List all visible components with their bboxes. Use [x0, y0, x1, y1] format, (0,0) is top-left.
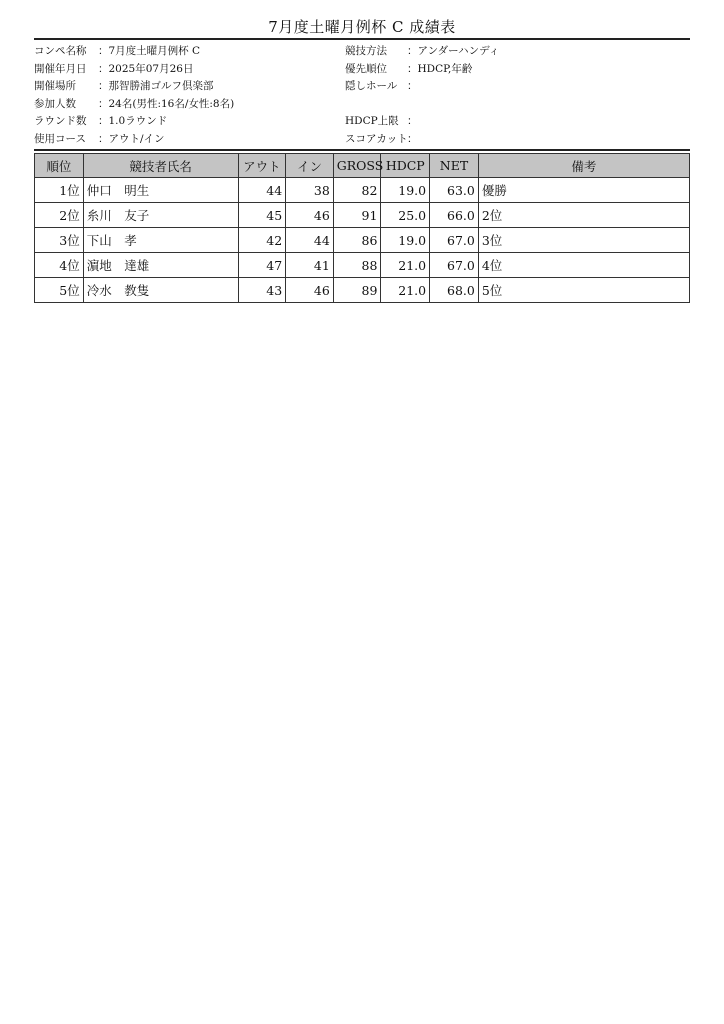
info-value: ：HDCP,年齢	[407, 62, 473, 75]
cell-out: 44	[238, 178, 286, 203]
cell-gross: 86	[333, 228, 381, 253]
info-value: ：	[407, 115, 418, 127]
info-label: 参加人数	[34, 97, 76, 110]
cell-player-name: 濵地 達雄	[83, 253, 238, 278]
cell-player-name: 仲口 明生	[83, 178, 238, 203]
info-label: ラウンド数	[34, 115, 87, 127]
table-row	[35, 228, 690, 253]
cell-net: 67.0	[430, 228, 479, 253]
cell-gross: 91	[333, 203, 381, 228]
cell-out: 43	[238, 278, 286, 303]
info-label: 開催年月日	[34, 62, 87, 75]
cell-net: 68.0	[430, 278, 479, 303]
header-in: イン	[286, 154, 334, 178]
cell-notes: 5位	[478, 278, 689, 303]
cell-notes: 2位	[478, 203, 689, 228]
cell-hdcp: 19.0	[381, 178, 430, 203]
table-divider	[34, 149, 690, 151]
cell-hdcp: 21.0	[381, 278, 430, 303]
info-value: ：那智勝浦ゴルフ倶楽部	[98, 80, 214, 92]
cell-rank: 3位	[35, 228, 84, 253]
cell-notes: 4位	[478, 253, 689, 278]
cell-net: 67.0	[430, 253, 479, 278]
info-row	[34, 43, 690, 61]
info-value: ：	[407, 132, 418, 145]
info-row	[34, 96, 690, 114]
info-label: 優先順位	[345, 62, 387, 75]
cell-in: 46	[286, 278, 334, 303]
cell-in: 41	[286, 253, 334, 278]
competition-info	[34, 43, 690, 148]
info-value: ：1.0ラウンド	[98, 115, 168, 127]
cell-gross: 88	[333, 253, 381, 278]
info-value: ：アウト/イン	[98, 132, 165, 145]
header-gross: GROSS	[333, 154, 381, 178]
info-value: ：24名(男性:16名/女性:8名)	[98, 97, 235, 110]
cell-rank: 2位	[35, 203, 84, 228]
header-out: アウト	[238, 154, 286, 178]
info-value: ：アンダーハンディ	[407, 45, 500, 57]
cell-rank: 1位	[35, 178, 84, 203]
title-divider	[34, 38, 690, 40]
cell-gross: 82	[333, 178, 381, 203]
info-value: ：	[407, 80, 418, 92]
cell-gross: 89	[333, 278, 381, 303]
cell-notes: 優勝	[478, 178, 689, 203]
info-row	[34, 78, 690, 96]
cell-out: 42	[238, 228, 286, 253]
cell-hdcp: 25.0	[381, 203, 430, 228]
cell-in: 38	[286, 178, 334, 203]
cell-hdcp: 21.0	[381, 253, 430, 278]
header-net: NET	[430, 154, 479, 178]
info-row	[34, 61, 690, 79]
info-label: 開催場所	[34, 80, 76, 92]
header-rank: 順位	[35, 154, 84, 178]
cell-player-name: 糸川 友子	[83, 203, 238, 228]
table-row	[35, 278, 690, 303]
cell-player-name: 下山 孝	[83, 228, 238, 253]
cell-net: 66.0	[430, 203, 479, 228]
info-label: 隠しホール	[345, 80, 398, 92]
table-row	[35, 178, 690, 203]
header-player-name: 競技者氏名	[83, 154, 238, 178]
cell-out: 45	[238, 203, 286, 228]
info-label: コンペ名称	[34, 45, 87, 57]
info-value: ：7月度土曜月例杯 C	[98, 45, 201, 57]
table-header-row	[35, 154, 690, 178]
table-row	[35, 203, 690, 228]
cell-net: 63.0	[430, 178, 479, 203]
header-hdcp: HDCP	[381, 154, 430, 178]
cell-player-name: 冷水 教隻	[83, 278, 238, 303]
cell-out: 47	[238, 253, 286, 278]
cell-in: 46	[286, 203, 334, 228]
results-table	[34, 153, 690, 303]
info-row	[34, 113, 690, 131]
page-title: 7月度土曜月例杯 C 成績表	[268, 18, 456, 36]
info-label: スコアカット	[345, 132, 408, 145]
cell-in: 44	[286, 228, 334, 253]
cell-notes: 3位	[478, 228, 689, 253]
cell-rank: 4位	[35, 253, 84, 278]
header-notes: 備考	[478, 154, 689, 178]
info-label: 使用コース	[34, 132, 86, 145]
cell-rank: 5位	[35, 278, 84, 303]
info-label: HDCP上限	[345, 115, 399, 127]
info-row	[34, 131, 690, 149]
cell-hdcp: 19.0	[381, 228, 430, 253]
info-value: ：2025年07月26日	[98, 62, 194, 75]
table-row	[35, 253, 690, 278]
info-label: 競技方法	[345, 45, 387, 57]
